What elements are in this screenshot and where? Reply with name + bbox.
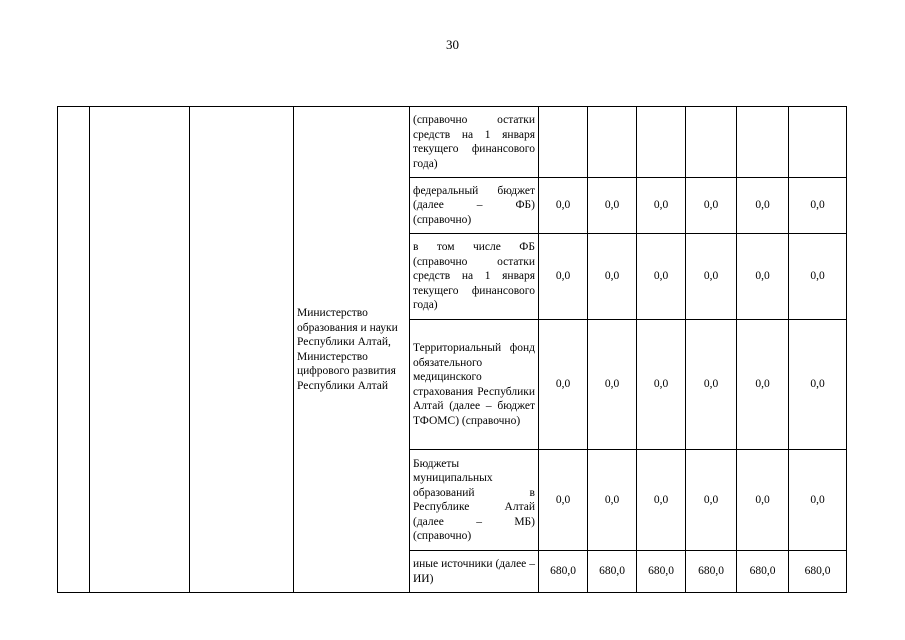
- table-row: [58, 107, 847, 178]
- value-cell: 0,0: [737, 320, 789, 450]
- value-cell: 0,0: [637, 234, 686, 320]
- value-cell: 0,0: [588, 450, 637, 551]
- value-cell: [637, 107, 686, 178]
- financing-table: [57, 106, 847, 593]
- funding-source: иные источники (далее – ИИ): [410, 551, 539, 593]
- page-number: 30: [446, 37, 459, 52]
- value-cell: 0,0: [686, 178, 737, 234]
- value-cell: 680,0: [588, 551, 637, 593]
- funding-source: федеральный бюджет (далее – ФБ) (справочно): [410, 178, 539, 234]
- value-cell: [588, 107, 637, 178]
- value-cell: 680,0: [789, 551, 847, 593]
- value-cell: 680,0: [539, 551, 588, 593]
- value-cell: 0,0: [686, 320, 737, 450]
- value-cell: [686, 107, 737, 178]
- name-cell: [90, 107, 190, 593]
- funding-source: Территориальный фонд обязательного медицинского страхования Республики Алтай (далее – бюджет ТФОМС) (справочно): [410, 320, 539, 450]
- value-cell: 0,0: [637, 320, 686, 450]
- value-cell: 0,0: [588, 320, 637, 450]
- value-cell: [539, 107, 588, 178]
- responsible-organization: Министерство образования и науки Республики Алтай, Министерство цифрового развития Республики Алтай: [294, 107, 410, 593]
- value-cell: 0,0: [539, 178, 588, 234]
- value-cell: 0,0: [539, 450, 588, 551]
- value-cell: [789, 107, 847, 178]
- value-cell: 680,0: [737, 551, 789, 593]
- value-cell: 680,0: [686, 551, 737, 593]
- value-cell: 680,0: [637, 551, 686, 593]
- value-cell: 0,0: [789, 450, 847, 551]
- value-cell: 0,0: [789, 320, 847, 450]
- funding-source: (справочно остатки средств на 1 января текущего финансового года): [410, 107, 539, 178]
- value-cell: 0,0: [588, 178, 637, 234]
- value-cell: 0,0: [686, 450, 737, 551]
- value-cell: 0,0: [737, 178, 789, 234]
- period-cell: [190, 107, 294, 593]
- value-cell: 0,0: [789, 234, 847, 320]
- value-cell: 0,0: [539, 234, 588, 320]
- value-cell: 0,0: [737, 234, 789, 320]
- funding-source: в том числе ФБ (справочно остатки средств на 1 января текущего финансового года): [410, 234, 539, 320]
- value-cell: 0,0: [588, 234, 637, 320]
- number-cell: [58, 107, 90, 593]
- value-cell: 0,0: [637, 178, 686, 234]
- value-cell: 0,0: [686, 234, 737, 320]
- value-cell: 0,0: [539, 320, 588, 450]
- funding-source: Бюджеты муниципальных образований в Республике Алтай (далее – МБ) (справочно): [410, 450, 539, 551]
- value-cell: 0,0: [737, 450, 789, 551]
- value-cell: [737, 107, 789, 178]
- value-cell: 0,0: [789, 178, 847, 234]
- value-cell: 0,0: [637, 450, 686, 551]
